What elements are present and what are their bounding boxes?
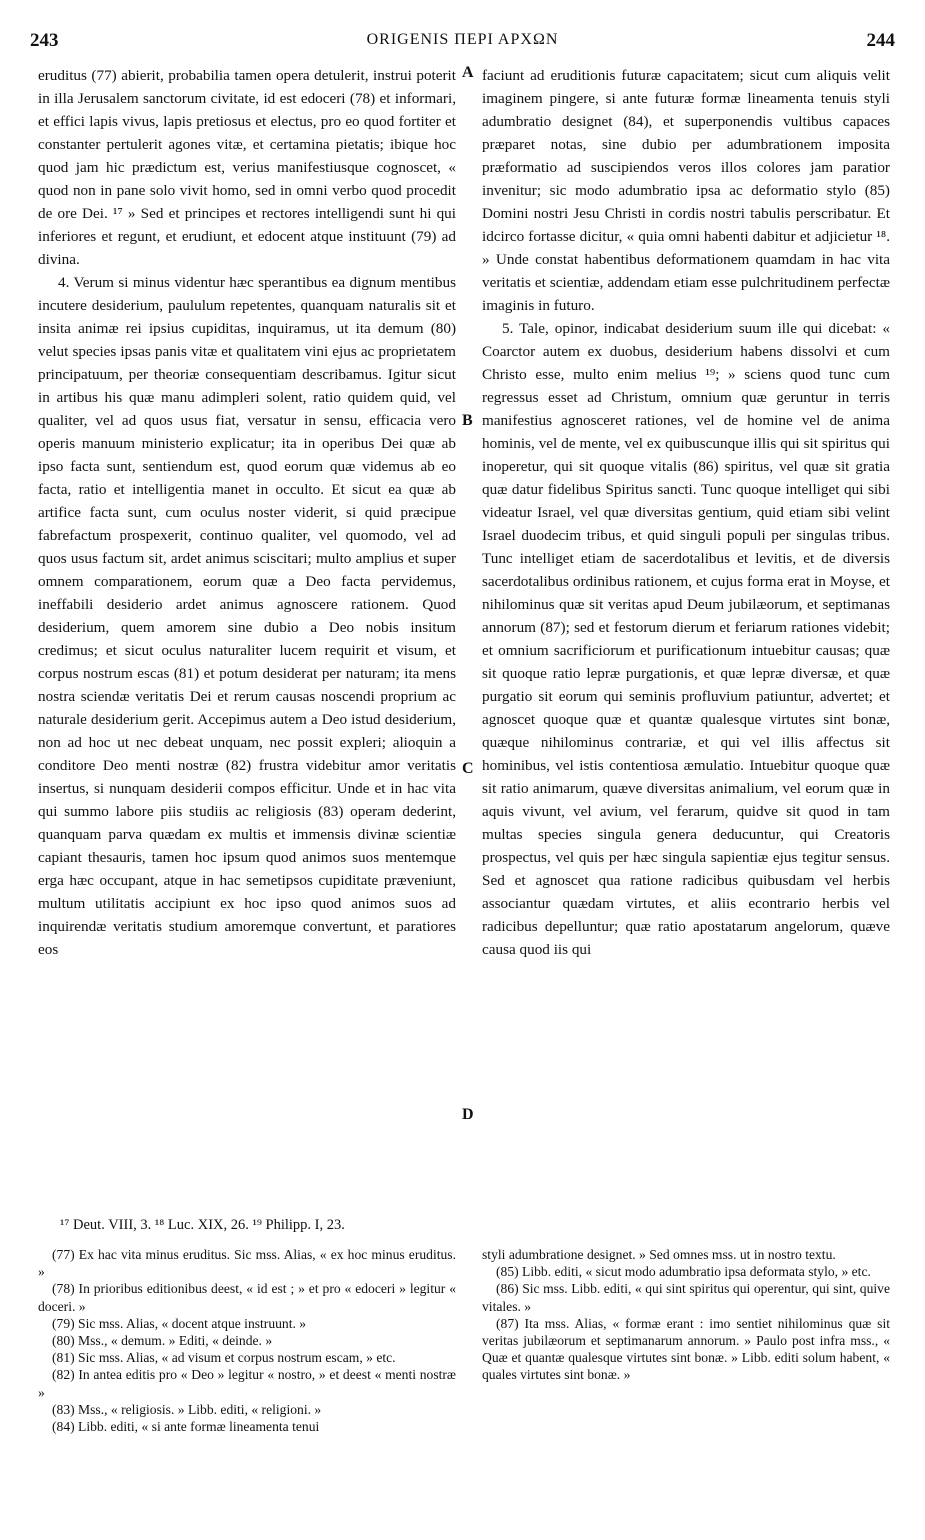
margin-letter-a: A xyxy=(462,64,474,81)
footnote: (84) Libb. editi, « si ante formæ lineamenta tenui xyxy=(52,1419,320,1435)
footnote: (82) In antea editis pro « Deo » legitur « nostro, » et deest « menti nostræ » xyxy=(38,1367,456,1400)
footnote: (86) Sic mss. Libb. editi, « qui sint spiritus qui operentur, qui sint, quive vitales. » xyxy=(482,1281,890,1314)
footnote: (85) Libb. editi, « sicut modo adumbratio ipsa deformata stylo, » etc. xyxy=(496,1264,871,1280)
footnote: styli adumbratione designet. » Sed omnes mss. ut in nostro textu. xyxy=(482,1247,836,1262)
scripture-references: ¹⁷ Deut. VIII, 3. ¹⁸ Luc. XIX, 26. ¹⁹ Philipp. I, 23. xyxy=(60,1217,345,1233)
page-number-left: 243 xyxy=(30,30,59,51)
margin-letter-d: D xyxy=(462,1106,474,1123)
main-text-right-column xyxy=(482,64,890,961)
paragraph: 4. Verum si minus videntur hæc sperantibus ea dignum mentibus incutere desiderium, paululum repetentes, quanquam naturalis sit et insita animæ rei ipsius cupiditas, inquiramus, ut ita demum (80) velut species ipsas panis vitæ et qualitatem vini ejus ac proprietatem principatuum, per theoriæ consequentiam describamus. Igitur sicut in artibus his quæ manu adimpleri solent, ratio quidem quid, vel qualiter, vel ad quos usus fiat, versatur in sensu, efficacia vero operis manuum ministerio explicatur; ita in operibus Dei quæ ab ipso facta sunt, sentiendum est, quod eorum quæ videmus ab eo facta, ratio et intelligentia manet in occulto. Et sicut ea quæ ab artifice facta sunt, cum oculus noster viderit, si quid præcipue fabrefactum prospexerit, continuo qualiter, vel quomodo, vel ad quos usus factum sit, ardet animus sciscitari; multo amplius et super omnem comparationem, eorum quæ a Deo facta pervidemus, ineffabili desiderio ardet animus agnoscere rationem. Quod desiderium, quem amorem sine dubio a Deo nobis insitum credimus; et sicut oculus naturaliter lucem requirit et visum, et corpus nostrum escas (81) et potum desiderat per naturam; ita mens nostra sciendæ veritatis Dei et rerum causas noscendi proprium ac naturale desiderium gerit. Accepimus autem a Deo istud desiderium, non ad hoc ut nec debeat unquam, nec possit expleri; alioquin a conditore Deo menti nostræ (82) frustra videbitur amor veritatis insertus, si nunquam desiderii compos efficitur. Unde et in hac vita qui summo labore piis studiis ac religiosis (83) operam dederint, quanquam parva quædam ex multis et immensis divinæ scientiæ capiant thesauris, tamen hoc ipsum quod animos suos mentemque erga hæc occupant, atque in hac semetipsos cupiditate præveniunt, multum utilitatis accipiunt ex hoc ipso quod animos suos ad inquirendæ veritatis studium amoremque convertunt, et paratiores eos xyxy=(38,274,456,958)
footnote: (81) Sic mss. Alias, « ad visum et corpus nostrum escam, » etc. xyxy=(52,1350,396,1366)
footnote: (80) Mss., « demum. » Editi, « deinde. » xyxy=(52,1333,273,1349)
footnote: (77) Ex hac vita minus eruditus. Sic mss. Alias, « ex hoc minus eruditus. » xyxy=(38,1247,456,1280)
footnote: (79) Sic mss. Alias, « docent atque instruunt. » xyxy=(52,1315,307,1331)
page-number-right: 244 xyxy=(866,30,895,51)
footnotes-left-column xyxy=(38,1246,456,1435)
paragraph: 5. Tale, opinor, indicabat desiderium suum ille qui dicebat: « Coarctor autem ex duobus, desiderium habens dissolvi et cum Christo esse, multo enim melius ¹⁹; » sciens quod tunc cum regressus esset ad Christum, omnium quæ geruntur in terris manifestius agnosceret rationes, vel de homine vel de anima hominis, vel de mente, vel ex quibuscunque illis qui sit spiritus qui inoperetur, qui sit quoque vitalis (86) spiritus, vel quæ sit gratia quæ datur fidelibus Spiritus sancti. Tunc quoque intelliget qui sibi videatur Israel, vel quæ diversitas gentium, quid etiam sibi velint Israel duodecim tribus, et quid singuli populi per singulas tribus. Tunc intelliget etiam de sacerdotalibus et levitis, et de diversis sacerdotalibus ordinibus rationem, et cujus forma erat in Moyse, et nihilominus quæ sit veritas apud Deum jubilæorum, et septimanas annorum (87); sed et festorum dierum et feriarum rationes videbit; et omnium sacrificiorum et purificationum intuebitur causas; quæ sit quoque ratio lepræ purgationis, et quæ lepræ diversæ, et quæ purgatio sit eorum qui seminis profluvium patiuntur, advertet; et agnoscet quoque quæ et quantæ qualesque virtutes sint bonæ, quæque nihilominus contrariæ, et qui vel illis affectus sit hominibus, vel istis contentiosa æmulatio. Intuebitur quoque quæ sit ratio animarum, quæve diversitas animalium, vel eorum quæ in aquis vivunt, vel avium, vel ferarum, quidve sit quod in tam multas species singula genera deducuntur, qui Creatoris prospectus, vel quis per hæc singula sapientiæ ejus tegitur sensus. Sed et agnoscet qua ratione radicibus quibusdam vel herbis associantur quædam virtutes, et aliis econtrario herbis vel radicibus depelluntur; quæ ratio apostatarum angelorum, quæve causa quod iis qui xyxy=(482,320,890,958)
footnote: (87) Ita mss. Alias, « formæ erant : imo sentiet nihilominus quæ sit veritas jubilæorum et septimanarum annorum. » Paulo post infra mss., « Quæ et quantæ qualesque virtutes sint bonæ. » Libb. editi solum habent, « quales virtutes sint bonæ. » xyxy=(482,1315,890,1383)
paragraph: faciunt ad eruditionis futuræ capacitatem; sicut cum aliquis velit imaginem pingere, si ante futuræ formæ lineamenta tenuis styli adumbratio designet (84), et superponendis vultibus capaces præparet notas, sine dubio per adumbrationem imposita præformatio ad suscipiendos veros illos colores jam paratior invenitur; sic modo adumbratio ipsa ac deformatio stylo (85) Domini nostri Jesu Christi in cordis nostri tabulis perscribatur. Et idcirco fortasse dicitur, « quia omni habenti dabitur et adjicietur ¹⁸. » Unde constat habentibus deformationem quamdam in hac vita veritatis et scientiæ, addendam etiam esse pulchritudinem perfectæ imaginis in futuro. xyxy=(482,67,890,314)
page-header xyxy=(30,30,895,56)
footnote: (83) Mss., « religiosis. » Libb. editi, « religioni. » xyxy=(52,1401,322,1417)
paragraph: eruditus (77) abierit, probabilia tamen opera detulerit, instrui poterit in illa Jerusalem sanctorum civitate, id est edoceri (78) et informari, et effici lapis vivus, lapis pretiosus et electus, pro eo quod fortiter et constanter pertulerit agones vitæ, et certamina pietatis; ibique hoc quod jam hic prædictum est, verius manifestiusque cognoscet, « quod non in pane solo vivit homo, sed in omni verbo quod procedit de ore Dei. ¹⁷ » Sed et principes et rectores intelligendi sunt hi qui inferiores et regunt, et erudiunt, et edocent atque instituunt (79) ad divina. xyxy=(38,67,456,268)
margin-letter-c: C xyxy=(462,760,474,777)
margin-letter-b: B xyxy=(462,412,473,429)
running-title: ORIGENIS ΠΕΡΙ ΑΡΧΩΝ xyxy=(366,31,559,48)
footnotes-right-column xyxy=(482,1246,890,1384)
footnote: (78) In prioribus editionibus deest, « id est ; » et pro « edoceri » legitur « doceri. » xyxy=(38,1281,456,1314)
main-text-left-column xyxy=(38,64,456,961)
